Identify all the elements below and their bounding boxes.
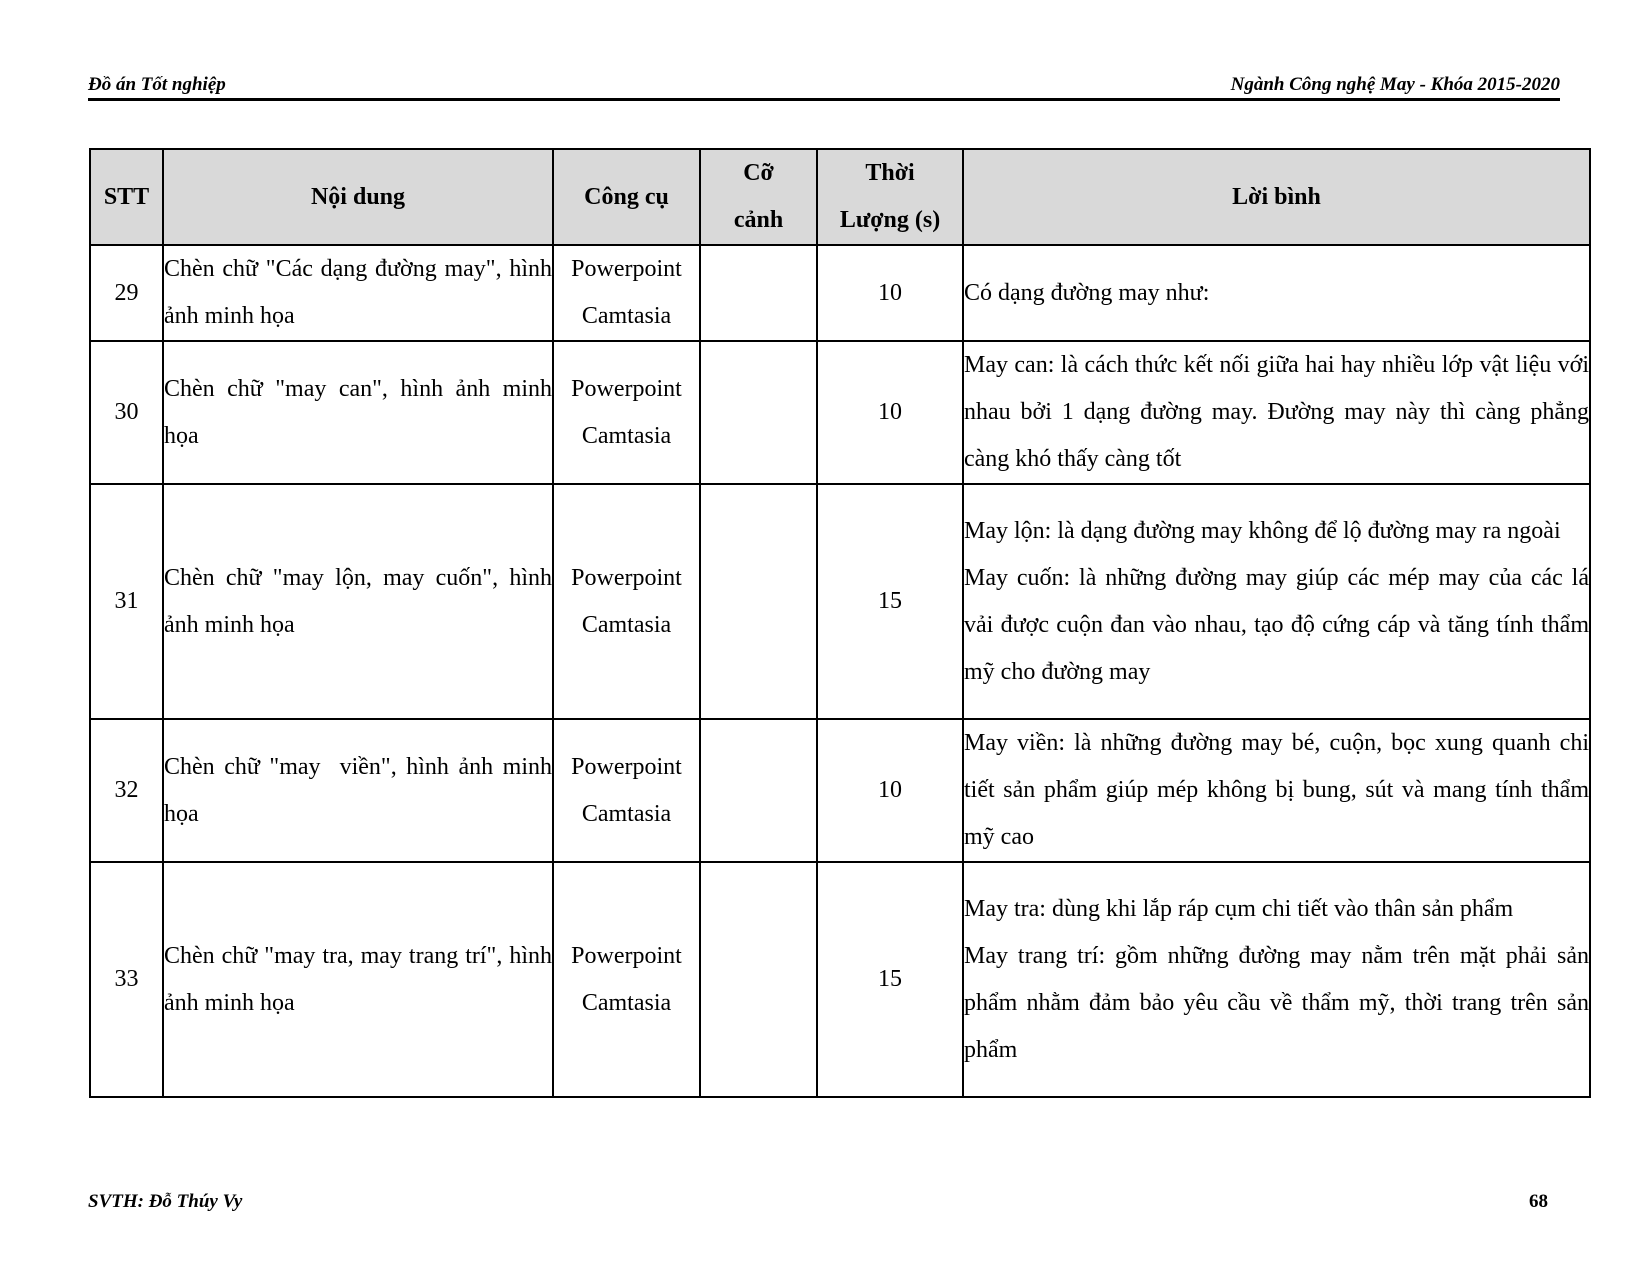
cell-content: Chèn chữ "may viền", hình ảnh minh họa <box>163 719 553 862</box>
cell-stt: 29 <box>90 245 163 341</box>
tool-name: Powerpoint <box>571 375 682 402</box>
cell-tools <box>553 341 700 484</box>
cell-content: Chèn chữ "may lộn, may cuốn", hình ảnh minh họa <box>163 484 553 719</box>
narration-paragraph: May trang trí: gồm những đường may nằm trên mặt phải sản phẩm nhằm đảm bảo yêu cầu về thẩm mỹ, thời trang trên sản phẩm <box>964 942 1589 1063</box>
cell-narration <box>963 719 1590 862</box>
shot-size-line2: cảnh <box>733 207 784 233</box>
footer-student-name: SVTH: Đỗ Thúy Vy <box>88 1191 243 1212</box>
cell-stt: 33 <box>90 862 163 1097</box>
cell-shot-size <box>700 862 817 1097</box>
cell-tools <box>553 245 700 341</box>
tool-name: Powerpoint <box>571 256 682 282</box>
narration-paragraph: May can: là cách thức kết nối giữa hai hay nhiều lớp vật liệu với nhau bởi 1 dạng đường may. Đường may này thì càng phẳng càng khó thấy càng tốt <box>964 352 1589 472</box>
narration-paragraph: May tra: dùng khi lắp ráp cụm chi tiết vào thân sản phẩm <box>964 895 1514 922</box>
header-department: Ngành Công nghệ May - Khóa 2015-2020 <box>1230 74 1560 95</box>
tool-name: Powerpoint <box>571 942 682 969</box>
cell-tools <box>553 484 700 719</box>
cell-tools <box>553 719 700 862</box>
col-header-stt: STT <box>90 149 163 245</box>
cell-shot-size <box>700 719 817 862</box>
shot-size-line1: Cỡ <box>743 160 774 186</box>
page-header <box>88 72 1560 101</box>
cell-narration <box>963 484 1590 719</box>
col-header-duration <box>817 149 963 245</box>
cell-duration: 10 <box>817 341 963 484</box>
narration-paragraph: Có dạng đường may như: <box>964 279 1210 306</box>
cell-tools <box>553 862 700 1097</box>
cell-duration: 10 <box>817 719 963 862</box>
cell-shot-size <box>700 341 817 484</box>
cell-narration <box>963 245 1590 341</box>
cell-content: Chèn chữ "may can", hình ảnh minh họa <box>163 341 553 484</box>
col-header-shot-size <box>700 149 817 245</box>
header-thesis-title: Đồ án Tốt nghiệp <box>88 74 226 95</box>
cell-duration: 15 <box>817 862 963 1097</box>
page-number: 68 <box>1529 1191 1548 1212</box>
script-table <box>89 148 1591 1098</box>
cell-duration: 10 <box>817 245 963 341</box>
tool-name: Camtasia <box>581 303 672 329</box>
cell-shot-size <box>700 484 817 719</box>
duration-line2: Lượng (s) <box>839 207 941 233</box>
narration-paragraph: May lộn: là dạng đường may không để lộ đường may ra ngoài <box>964 517 1561 544</box>
cell-content: Chèn chữ "Các dạng đường may", hình ảnh minh họa <box>163 245 553 341</box>
narration-paragraph: May cuốn: là những đường may giúp các mép may của các lá vải được cuộn đan vào nhau, tạo độ cứng cáp và tăng tính thẩm mỹ cho đường may <box>964 564 1589 685</box>
cell-shot-size <box>700 245 817 341</box>
cell-narration <box>963 862 1590 1097</box>
table-row <box>90 862 1590 1097</box>
table-row <box>90 719 1590 862</box>
col-header-tools: Công cụ <box>553 149 700 245</box>
tool-name: Powerpoint <box>571 753 682 780</box>
col-header-narration: Lời bình <box>963 149 1590 245</box>
tool-name: Camtasia <box>581 989 672 1016</box>
cell-narration <box>963 341 1590 484</box>
table-row <box>90 484 1590 719</box>
cell-duration: 15 <box>817 484 963 719</box>
duration-line1: Thời <box>865 160 915 186</box>
tool-name: Camtasia <box>581 422 672 449</box>
tool-name: Camtasia <box>581 800 672 827</box>
tool-name: Powerpoint <box>571 564 682 591</box>
cell-stt: 32 <box>90 719 163 862</box>
narration-paragraph: May viền: là những đường may bé, cuộn, bọc xung quanh chi tiết sản phẩm giúp mép không bị bung, sút và mang tính thẩm mỹ cao <box>964 730 1589 850</box>
table-row <box>90 245 1590 341</box>
table-header-row <box>90 149 1590 245</box>
col-header-content: Nội dung <box>163 149 553 245</box>
cell-stt: 30 <box>90 341 163 484</box>
page-footer <box>88 1191 1548 1217</box>
cell-content: Chèn chữ "may tra, may trang trí", hình ảnh minh họa <box>163 862 553 1097</box>
table-row <box>90 341 1590 484</box>
cell-stt: 31 <box>90 484 163 719</box>
tool-name: Camtasia <box>581 611 672 638</box>
